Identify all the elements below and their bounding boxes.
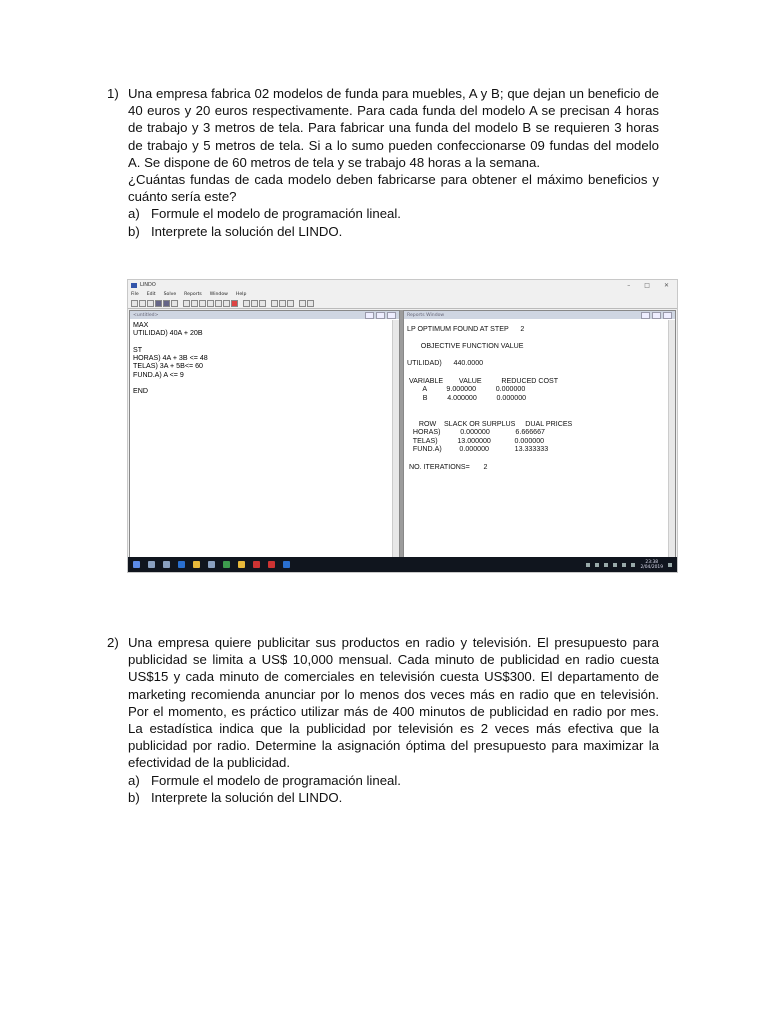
menu-file[interactable]: File [131,291,139,297]
clock-time: 23:38 [645,559,659,565]
problem-statement: Una empresa fabrica 02 modelos de funda para muebles, A y B; que dejan un beneficio de 40 euros y 20 euros respectivamente. Para cada funda del modelo A se precisan 4 horas de trabajo y 3 metros de tela. Para fabricar una funda del modelo B se requieren 3 horas de trabajo y 5 metros de tela. Si a lo sumo pueden confeccionarse 09 fundas del modelo A. Se dispone de 60 metros de tela y se trabajo 48 horas a la semana. [128,86,659,170]
print-icon[interactable] [171,300,178,307]
windows-start-icon[interactable] [133,561,140,568]
file-explorer-icon[interactable] [193,561,200,568]
item-text: Interprete la solución del LINDO. [151,223,343,239]
battery-icon[interactable] [604,563,608,567]
model-window-titlebar [130,311,399,319]
report-line: OBJECTIVE FUNCTION VALUE [407,342,524,351]
maximize-icon[interactable] [376,312,385,319]
item-text: Formule el modelo de programación lineal. [151,206,401,222]
zoom-icon[interactable] [259,300,266,307]
item-label: b) [128,789,140,805]
reports-window-title: Reports Window [407,312,445,318]
lindo-logo-icon [131,283,137,288]
model-line: ST [133,345,143,354]
report-line: ROW SLACK OR SURPLUS DUAL PRICES [407,419,573,428]
clock[interactable] [640,560,663,570]
lindo-taskbar-icon[interactable] [268,561,275,568]
save-all-icon[interactable] [163,300,170,307]
close-icon[interactable] [387,312,396,319]
model-line: FUND.A) A <= 9 [133,370,184,379]
menu-window[interactable]: Window [209,291,228,297]
model-window[interactable] [129,310,400,558]
open-icon[interactable] [139,300,146,307]
report-line [407,368,665,377]
report-line: LP OPTIMUM FOUND AT STEP 2 [407,325,525,333]
item-label: a) [128,206,140,222]
close-icon[interactable]: ✕ [663,281,669,289]
menu-bar [128,290,677,298]
cut-icon[interactable] [183,300,190,307]
save-icon[interactable] [155,300,162,307]
app-title: LINDO [140,282,156,288]
model-line [133,379,389,387]
report-line: VARIABLE VALUE REDUCED COST [407,376,559,385]
list-item [128,223,659,240]
mdi-area [129,310,676,558]
item-label: a) [128,772,140,788]
menu-edit[interactable]: Edit [146,291,156,297]
problem-question: ¿Cuántas fundas de cada modelo deben fabricarse para obtener el máximo beneficios y cuánto sería este? [128,172,659,205]
model-line: HORAS) 4A + 3B <= 48 [133,354,208,363]
tile-icon[interactable] [271,300,278,307]
model-window-title: <untitled> [133,312,159,318]
list-item [128,772,659,789]
list-item [128,789,659,806]
report-line [407,411,665,420]
problem-number: 1) [107,86,119,101]
model-line: TELAS) 3A + 5B<= 60 [133,362,203,371]
list-item [128,205,659,222]
toolbar [128,298,677,309]
reports-window[interactable] [403,310,676,558]
maximize-icon[interactable]: □ [644,281,650,289]
help-icon[interactable] [299,300,306,307]
notifications-icon[interactable] [668,563,672,567]
app-titlebar [128,280,677,290]
report-line: A 9.000000 0.000000 [407,385,526,394]
word-icon[interactable] [283,561,290,568]
model-line: MAX [133,321,149,329]
folder-icon[interactable] [238,561,245,568]
find-icon[interactable] [215,300,222,307]
context-help-icon[interactable] [307,300,314,307]
menu-help[interactable]: Help [235,291,247,297]
language-icon[interactable] [631,563,635,567]
network-icon[interactable] [613,563,617,567]
store-icon[interactable] [208,561,215,568]
volume-icon[interactable] [622,563,626,567]
view-icon[interactable] [147,300,154,307]
chrome-icon[interactable] [223,561,230,568]
item-text: Interprete la solución del LINDO. [151,789,343,805]
undo-icon[interactable] [207,300,214,307]
reports-window-titlebar [404,311,675,319]
report-line: FUND.A) 0.000000 13.333333 [407,445,549,454]
taskbar [128,557,677,572]
search-icon[interactable] [148,561,155,568]
model-line [133,338,389,346]
problem-1 [107,85,659,240]
report-line: HORAS) 0.000000 6.666667 [407,428,546,437]
zoom-in-icon[interactable] [243,300,250,307]
maximize-icon[interactable] [652,312,661,319]
cascade-icon[interactable] [279,300,286,307]
item-text: Formule el modelo de programación lineal. [151,772,401,788]
report-line: TELAS) 13.000000 0.000000 [407,436,545,445]
scrollbar[interactable] [392,320,399,557]
system-tray [586,560,677,570]
scrollbar[interactable] [668,320,675,557]
report-line: NO. ITERATIONS= 2 [407,462,488,471]
problem-2 [107,634,659,806]
copy-icon[interactable] [191,300,198,307]
close-icon[interactable] [663,312,672,319]
menu-solve[interactable]: Solve [163,291,177,297]
report-line [407,454,665,463]
report-line [407,351,665,360]
solve-icon[interactable] [231,300,238,307]
menu-reports[interactable]: Reports [184,291,202,297]
report-output [404,320,668,557]
item-label: b) [128,223,140,239]
report-line: UTILIDAD) 440.0000 [407,359,484,368]
minimize-icon[interactable] [365,312,374,319]
zoom-out-icon[interactable] [251,300,258,307]
chevron-up-icon[interactable] [595,563,599,567]
model-line: UTILIDAD) 40A + 20B [133,329,203,338]
paste-icon[interactable] [199,300,206,307]
clock-date: 2/04/2019 [640,564,663,570]
pdf-reader-icon[interactable] [253,561,260,568]
problem-statement: Una empresa quiere publicitar sus productos en radio y televisión. El presupuesto para publicidad se limita a US$ 10,000 mensual. Cada minuto de publicidad en radio cuesta US$15 y cada minuto de comerciales en televisión cuesta US$300. El departamento de marketing recomienda anunciar por lo menos dos veces más en radio que en televisión. Por el momento, es práctico utilizar más de 400 minutos de publicidad en radio por mes. La estadística indica que la publicidad por televisión es 2 veces más efectiva que la publicidad por radio. Determine la asignación óptima del presupuesto para maximizar la efectividad de la publicidad. [128,635,659,771]
model-line: END [133,387,148,396]
arrange-icon[interactable] [287,300,294,307]
report-line [407,334,665,343]
model-editor[interactable] [130,320,392,557]
report-line: B 4.000000 0.000000 [407,393,527,402]
report-line [407,402,665,411]
lindo-screenshot [127,279,678,573]
task-view-icon[interactable] [163,561,170,568]
problem-number: 2) [107,635,119,650]
options-icon[interactable] [223,300,230,307]
new-icon[interactable] [131,300,138,307]
people-icon[interactable] [586,563,590,567]
minimize-icon[interactable] [641,312,650,319]
minimize-icon[interactable]: – [627,281,631,289]
edge-browser-icon[interactable] [178,561,185,568]
